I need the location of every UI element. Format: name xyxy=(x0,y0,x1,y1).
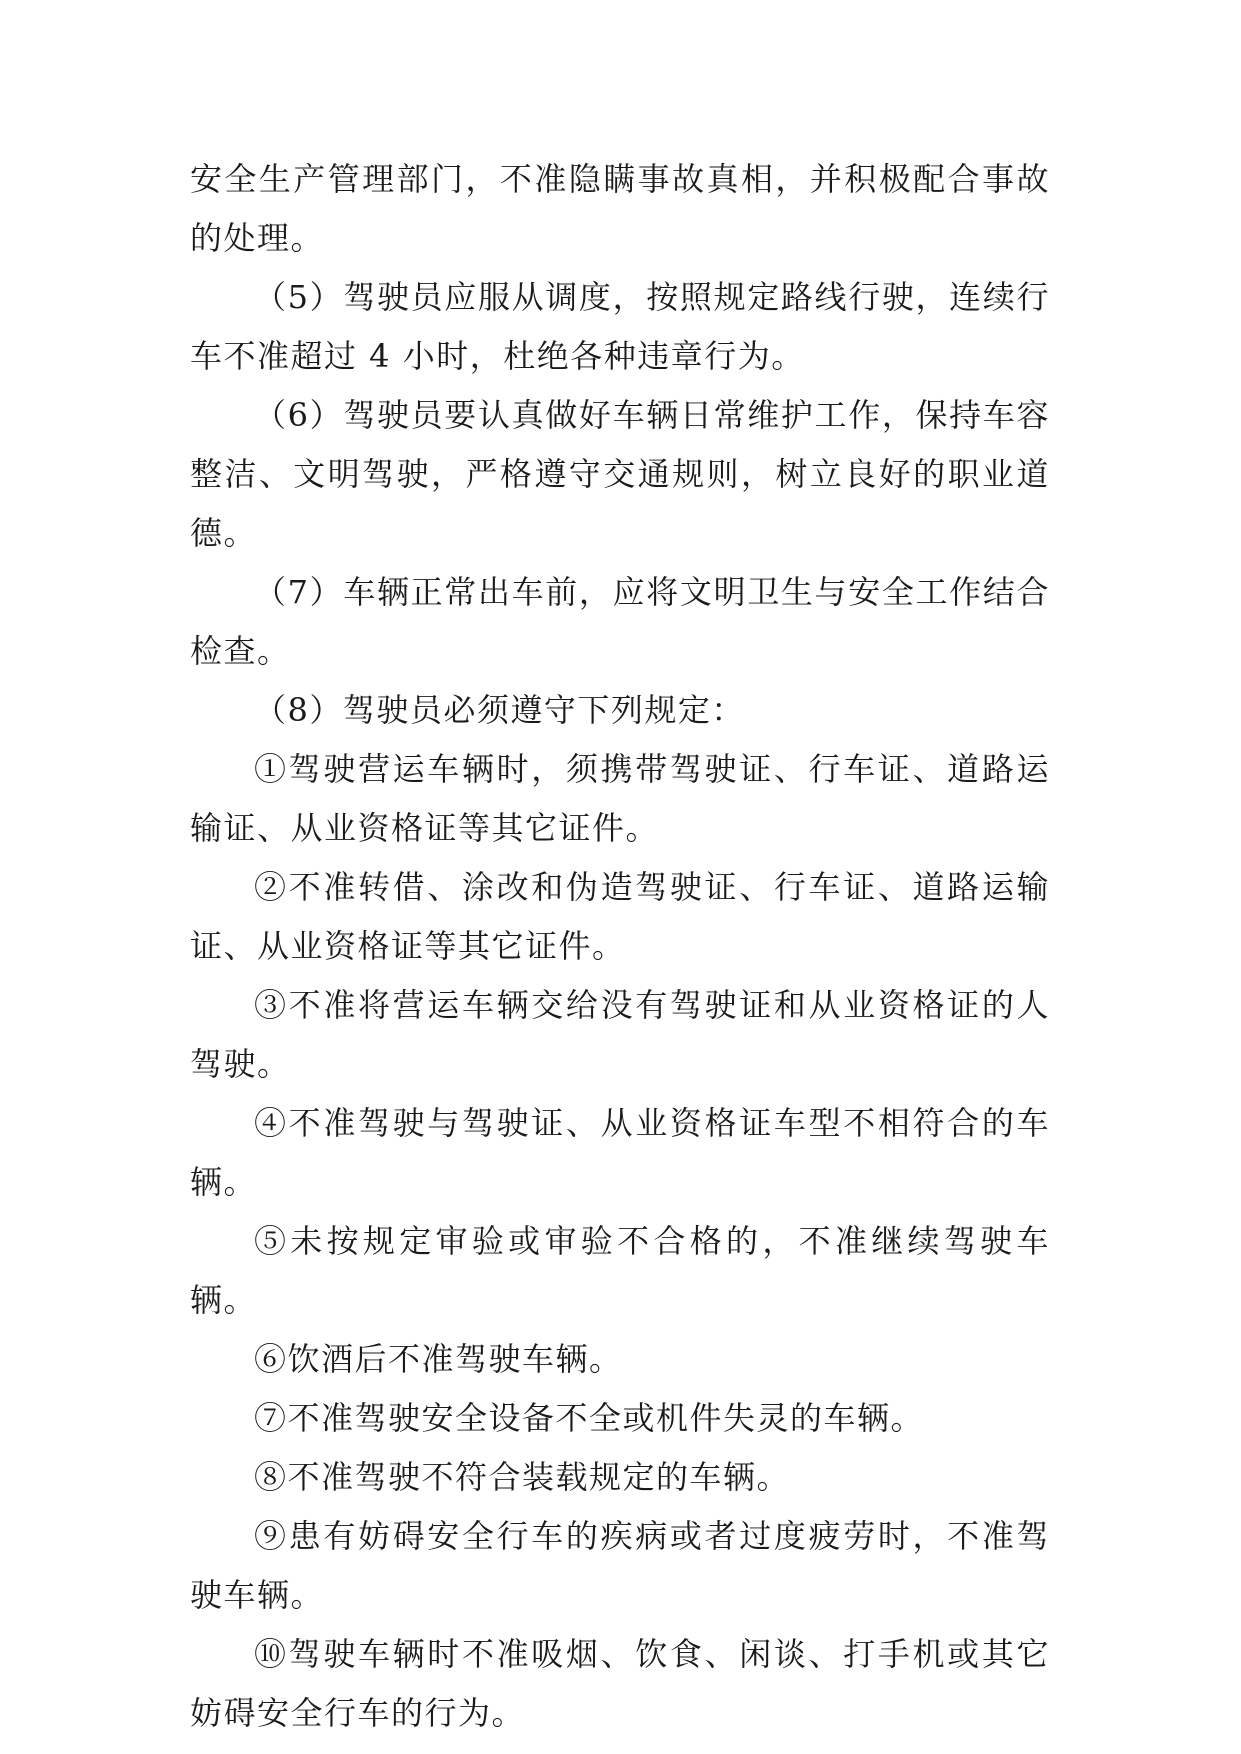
document-body xyxy=(190,150,1050,1743)
paragraph-rule-6: （6）驾驶员要认真做好车辆日常维护工作，保持车容整洁、文明驾驶，严格遵守交通规则，树立良好的职业道德。 xyxy=(190,396,1050,552)
paragraph-rule-8: （8）驾驶员必须遵守下列规定： xyxy=(254,691,745,729)
paragraph-rule-7: （7）车辆正常出车前，应将文明卫生与安全工作结合检查。 xyxy=(190,573,1050,670)
list-item-7: ⑦不准驾驶安全设备不全或机件失灵的车辆。 xyxy=(254,1399,925,1437)
paragraph-continuation: 安全生产管理部门，不准隐瞒事故真相，并积极配合事故的处理。 xyxy=(190,160,1050,257)
paragraph-rule-5: （5）驾驶员应服从调度，按照规定路线行驶，连续行车不准超过 4 小时，杜绝各种违章行为。 xyxy=(190,278,1050,375)
list-item-3: ③不准将营运车辆交给没有驾驶证和从业资格证的人驾驶。 xyxy=(190,986,1050,1083)
list-item-5: ⑤未按规定审验或审验不合格的，不准继续驾驶车辆。 xyxy=(190,1222,1050,1319)
list-item-8: ⑧不准驾驶不符合装载规定的车辆。 xyxy=(254,1458,791,1496)
list-item-2: ②不准转借、涂改和伪造驾驶证、行车证、道路运输证、从业资格证等其它证件。 xyxy=(190,868,1050,965)
list-item-9: ⑨患有妨碍安全行车的疾病或者过度疲劳时，不准驾驶车辆。 xyxy=(190,1517,1050,1614)
list-item-4: ④不准驾驶与驾驶证、从业资格证车型不相符合的车辆。 xyxy=(190,1104,1050,1201)
list-item-6: ⑥饮酒后不准驾驶车辆。 xyxy=(254,1340,623,1378)
list-item-10: ⑩驾驶车辆时不准吸烟、饮食、闲谈、打手机或其它妨碍安全行车的行为。 xyxy=(190,1635,1050,1732)
list-item-1: ①驾驶营运车辆时，须携带驾驶证、行车证、道路运输证、从业资格证等其它证件。 xyxy=(190,750,1050,847)
